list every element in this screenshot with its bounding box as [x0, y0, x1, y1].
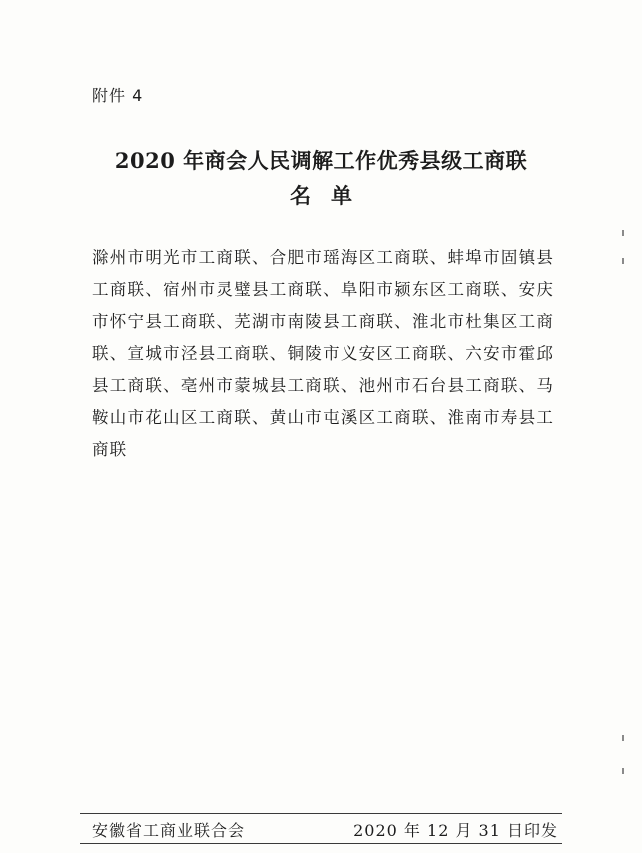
footer-divider-bottom: [80, 843, 562, 844]
attachment-label: 附件 4: [92, 86, 144, 105]
scan-edge-mark: [622, 258, 624, 264]
award-list-text: 滁州市明光市工商联、合肥市瑶海区工商联、蚌埠市固镇县工商联、宿州市灵璧县工商联、阜阳市颍东区工商联、安庆市怀宁县工商联、芜湖市南陵县工商联、淮北市杜集区工商联、宣城市泾县工商联、铜陵市义安区工商联、六安市霍邱县工商联、亳州市蒙城县工商联、池州市石台县工商联、马鞍山市花山区工商联、黄山市屯溪区工商联、淮南市寿县工商联: [92, 248, 554, 459]
document-title: 2020 年商会人民调解工作优秀县级工商联: [114, 148, 528, 173]
document-subtitle: 名单: [290, 183, 372, 208]
issuing-organization: 安徽省工商业联合会: [92, 821, 246, 840]
issue-date: 2020 年 12 月 31 日印发: [353, 821, 558, 840]
scan-edge-mark: [622, 735, 624, 741]
scan-edge-mark: [622, 230, 624, 236]
scan-edge-mark: [622, 768, 624, 774]
footer-divider-top: [80, 813, 562, 814]
